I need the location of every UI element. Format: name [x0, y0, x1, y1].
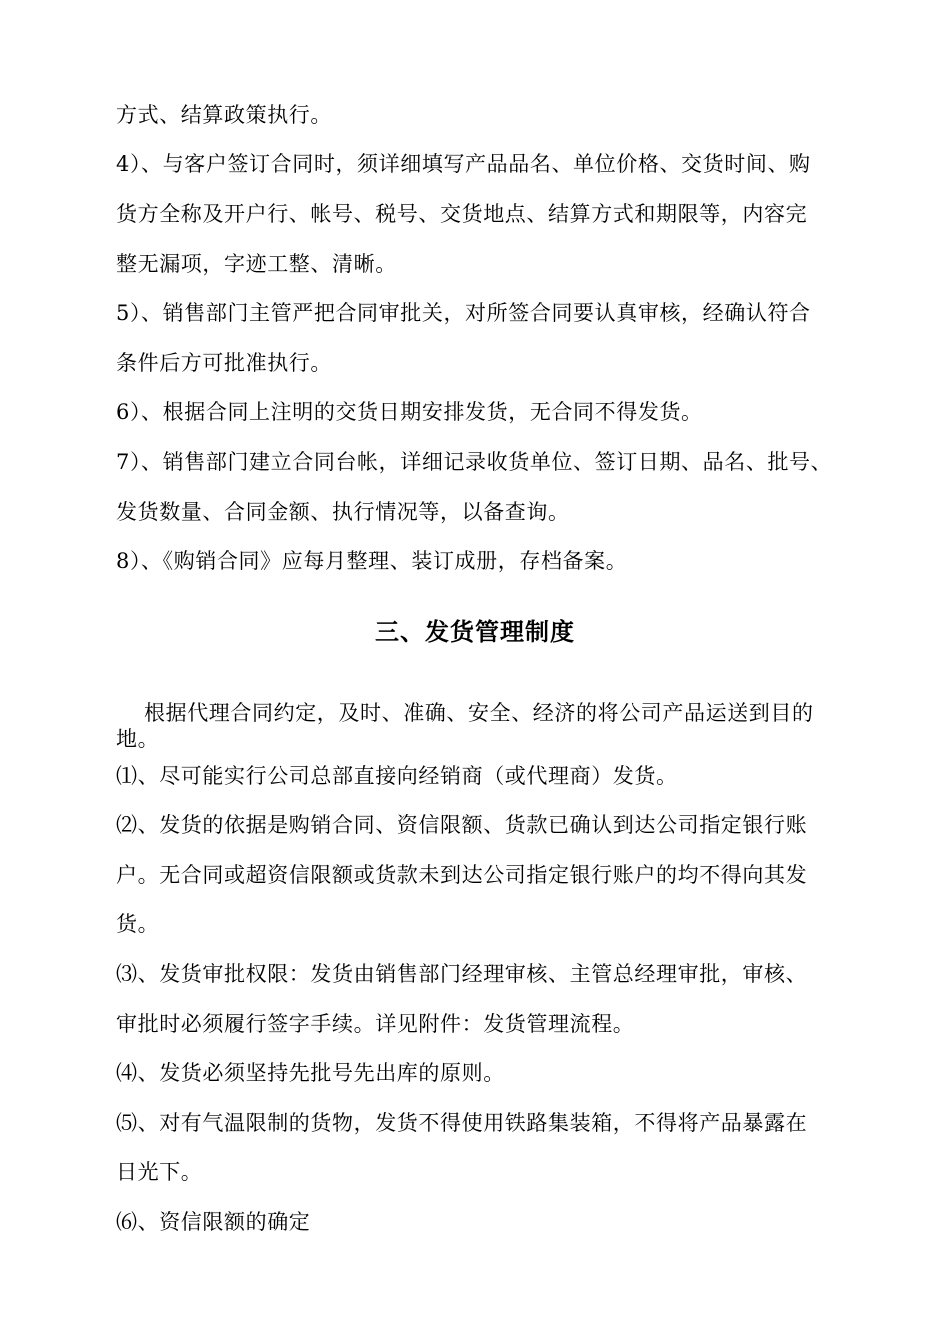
list-item-line: ⑶、发货审批权限：发货由销售部门经理审核、主管总经理审批，审核、 — [116, 962, 808, 986]
paragraph-line: 7）、销售部门建立合同台帐，详细记录收货单位、签订日期、品名、批号、 — [116, 450, 833, 474]
paragraph-line: 5）、销售部门主管严把合同审批关，对所签合同要认真审核，经确认符合 — [116, 301, 811, 325]
paragraph-line: 4）、与客户签订合同时，须详细填写产品品名、单位价格、交货时间、购 — [116, 152, 811, 176]
list-item-line: 货。 — [116, 912, 160, 936]
intro-line: 地。 — [116, 727, 160, 751]
intro-line: 根据代理合同约定，及时、准确、安全、经济的将公司产品运送到目的 — [144, 701, 814, 725]
list-item-line: ⑴、尽可能实行公司总部直接向经销商（或代理商）发货。 — [116, 764, 678, 788]
list-item-line: 日光下。 — [116, 1160, 203, 1184]
list-item-line: ⑸、对有气温限制的货物，发货不得使用铁路集装箱，不得将产品暴露在 — [116, 1111, 808, 1135]
list-item-line: 审批时必须履行签字手续。详见附件：发货管理流程。 — [116, 1012, 635, 1036]
paragraph-line: 6）、根据合同上注明的交货日期安排发货，无合同不得发货。 — [116, 400, 703, 424]
paragraph-line: 货方全称及开户行、帐号、税号、交货地点、结算方式和期限等，内容完 — [116, 202, 808, 226]
paragraph-line: 发货数量、合同金额、执行情况等，以备查询。 — [116, 500, 570, 524]
list-item-line: ⑵、发货的依据是购销合同、资信限额、货款已确认到达公司指定银行账 — [116, 813, 808, 837]
paragraph-line: 方式、结算政策执行。 — [116, 103, 332, 127]
list-item-line: ⑷、发货必须坚持先批号先出库的原则。 — [116, 1061, 505, 1085]
list-item-line: ⑹、资信限额的确定 — [116, 1210, 311, 1234]
paragraph-line: 条件后方可批准执行。 — [116, 351, 332, 375]
paragraph-line: 整无漏项，字迹工整、清晰。 — [116, 252, 397, 276]
list-item-line: 户。无合同或超资信限额或货款未到达公司指定银行账户的均不得向其发 — [116, 863, 808, 887]
paragraph-line: 8）、《购销合同》应每月整理、装订成册，存档备案。 — [116, 549, 628, 573]
section-heading: 三、发货管理制度 — [375, 618, 575, 646]
